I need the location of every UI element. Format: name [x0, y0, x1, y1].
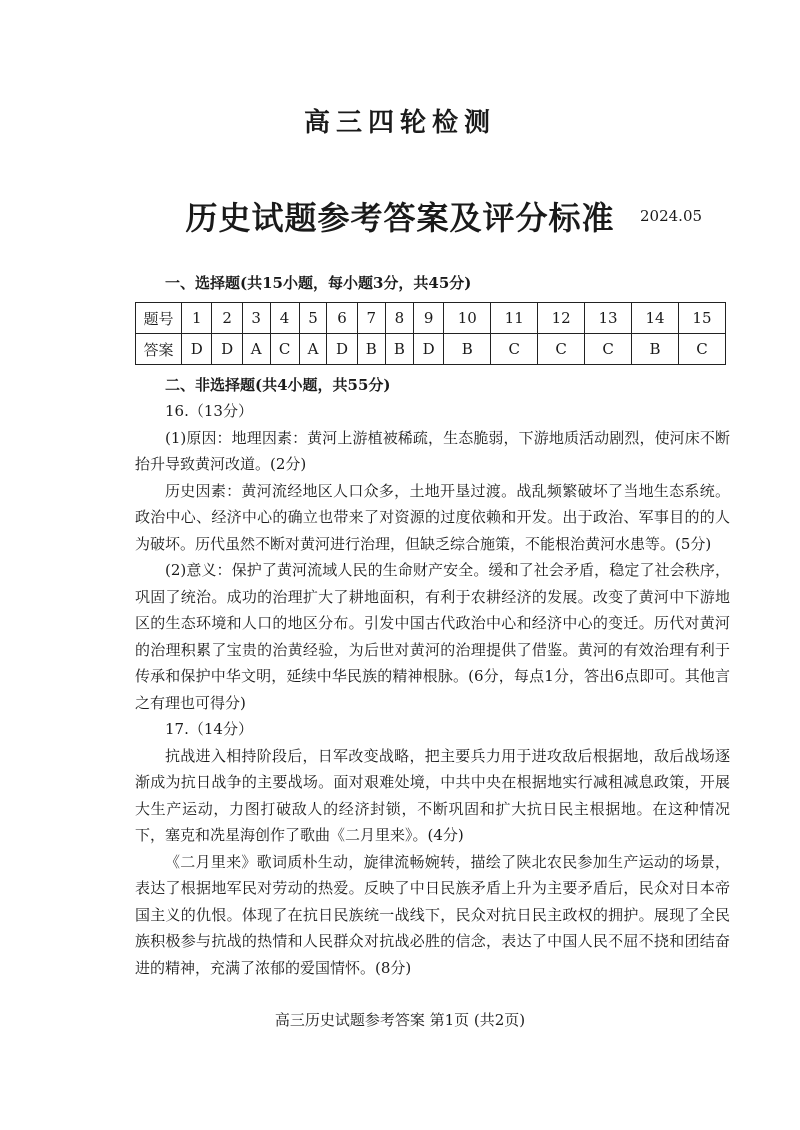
answer-cell: D	[327, 334, 357, 365]
answer-cell: C	[678, 334, 725, 365]
exam-date: 2024.05	[640, 207, 703, 225]
answer-cell: B	[357, 334, 385, 365]
answer-cell: C	[270, 334, 299, 365]
question-number-cell: 15	[678, 303, 725, 334]
exam-title: 高三四轮检测	[303, 108, 496, 138]
question-number-cell: 7	[357, 303, 385, 334]
section2-heading: 二、非选择题(共4小题，共55分)	[165, 376, 391, 394]
answer-cell: B	[385, 334, 413, 365]
question-17-label: 17.（14分）	[165, 720, 253, 738]
answer-row	[136, 334, 726, 365]
question-17-background: 抗战进入相持阶段后，日军改变战略，把主要兵力用于进攻敌后根据地，敌后战场逐渐成为抗日战争的主要战场。面对艰难处境，中共中央在根据地实行减租减息政策，开展大生产运动，力图打破敌人的经济封锁，不断巩固和扩大抗日民主根据地。在这种情况下，塞克和冼星海创作了歌曲《二月里来》。(4分)	[135, 746, 730, 844]
question-number-cell: 2	[212, 303, 242, 334]
question-number-cell: 14	[632, 303, 679, 334]
question-number-cell: 5	[299, 303, 327, 334]
answer-cell: C	[585, 334, 632, 365]
row-label-answers: 答案	[136, 334, 182, 365]
answer-cell: D	[182, 334, 212, 365]
answer-table	[135, 302, 726, 365]
answer-cell: D	[413, 334, 443, 365]
question-number-cell: 13	[585, 303, 632, 334]
section1-heading: 一、选择题(共15小题，每小题3分，共45分)	[165, 274, 472, 292]
answer-cell: A	[299, 334, 327, 365]
question-17-analysis: 《二月里来》歌词质朴生动，旋律流畅婉转，描绘了陕北农民参加生产运动的场景，表达了根据地军民对劳动的热爱。反映了中日民族矛盾上升为主要矛盾后，民众对日本帝国主义的仇恨。体现了在抗日民族统一战线下，民众对抗日民主政权的拥护。展现了全民族积极参与抗战的热情和人民群众对抗战必胜的信念，表达了中国人民不屈不挠和团结奋进的精神，充满了浓郁的爱国情怀。(8分)	[135, 852, 730, 977]
answer-key-title: 历史试题参考答案及评分标准	[185, 199, 615, 237]
question-number-cell: 9	[413, 303, 443, 334]
question-number-cell: 1	[182, 303, 212, 334]
answer-body	[135, 398, 730, 981]
question-number-cell: 6	[327, 303, 357, 334]
answer-cell: D	[212, 334, 242, 365]
question-number-cell: 12	[538, 303, 585, 334]
answer-cell: B	[444, 334, 491, 365]
answer-cell: C	[538, 334, 585, 365]
question-16-part1: (1)原因：地理因素：黄河上游植被稀疏，生态脆弱，下游地质活动剧烈，使河床不断抬升导致黄河改道。(2分)	[135, 428, 730, 473]
question-number-cell: 10	[444, 303, 491, 334]
row-label-numbers: 题号	[136, 303, 182, 334]
question-number-row	[136, 303, 726, 334]
answer-cell: A	[242, 334, 270, 365]
question-16-label: 16.（13分）	[165, 402, 253, 420]
question-number-cell: 11	[491, 303, 538, 334]
answer-cell: C	[491, 334, 538, 365]
question-number-cell: 3	[242, 303, 270, 334]
answer-cell: B	[632, 334, 679, 365]
question-16-part2: (2)意义：保护了黄河流域人民的生命财产安全。缓和了社会矛盾，稳定了社会秩序，巩固了统治。成功的治理扩大了耕地面积，有利于农耕经济的发展。改变了黄河中下游地区的生态环境和人口的地区分布。引发中国古代政治中心和经济中心的变迁。历代对黄河的治理积累了宝贵的治黄经验，为后世对黄河的治理提供了借鉴。黄河的有效治理有利于传承和保护中华文明，延续中华民族的精神根脉。(6分，每点1分，答出6点即可。其他言之有理也可得分)	[135, 561, 730, 712]
page-footer: 高三历史试题参考答案 第1页 (共2页)	[274, 1011, 526, 1029]
question-number-cell: 4	[270, 303, 299, 334]
question-16-historical-factors: 历史因素：黄河流经地区人口众多，土地开垦过渡。战乱频繁破坏了当地生态系统。政治中心、经济中心的确立也带来了对资源的过度依赖和开发。出于政治、军事目的的人为破坏。历代虽然不断对黄河进行治理，但缺乏综合施策，不能根治黄河水患等。(5分)	[135, 481, 730, 553]
question-number-cell: 8	[385, 303, 413, 334]
